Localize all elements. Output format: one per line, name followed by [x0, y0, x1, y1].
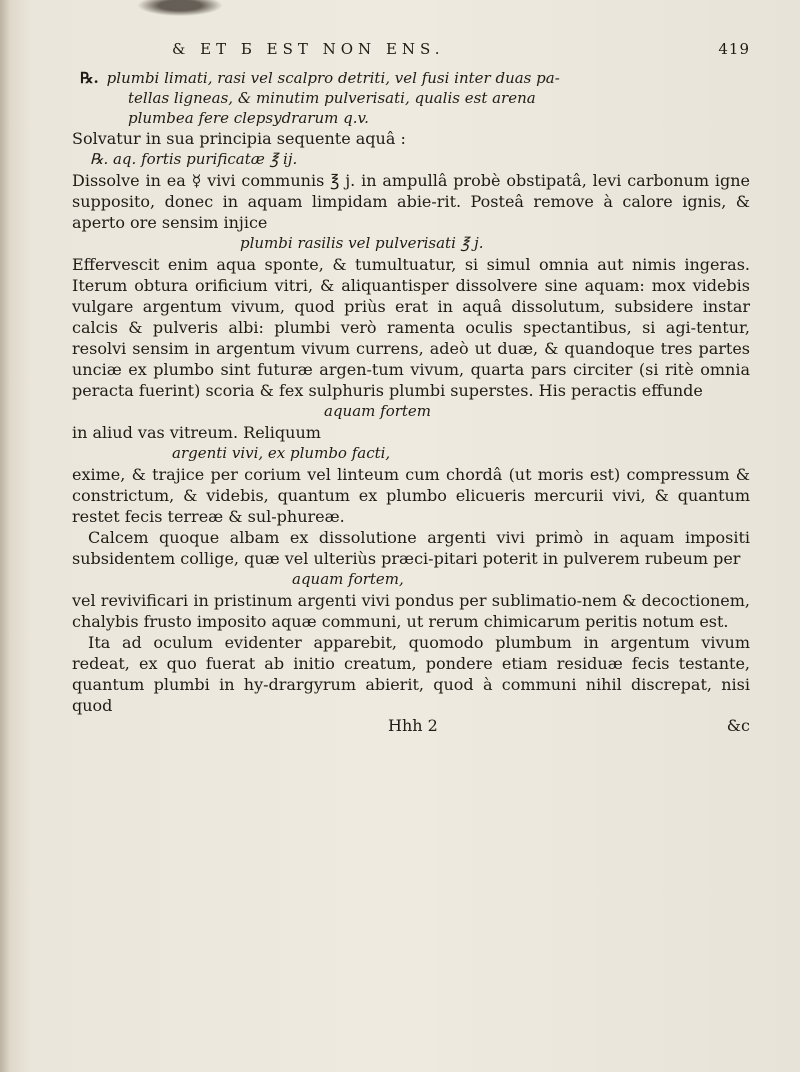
paragraph: Solvatur in sua principia sequente aquâ :	[72, 129, 406, 148]
recipe-line: tellas ligneas, & minutim pulverisati, qualis est arena	[128, 89, 536, 107]
paragraph: Calcem quoque albam ex dissolutione argenti vivi primò in aquam impositi subsidentem collige, quæ vel ulteriùs præci-pitari poterit in pulverem rubeum per	[72, 528, 750, 568]
paragraph: in aliud vas vitreum. Reliquum	[72, 423, 321, 442]
page-number: 419	[718, 40, 750, 58]
paragraph: Ita ad oculum evidenter apparebit, quomodo plumbum in argentum vivum redeat, ex quo fuerat ab initio creatum, pondere etiam residuæ fecis testante, quantum plumbi in hy-drargyrum abierit, quod à communi nihil discrepat, nisi quod	[72, 633, 750, 715]
gutter-shadow	[0, 0, 10, 1072]
paragraph: Dissolve in ea ☿ vivi communis ℥ j. in ampullâ probè obstipatâ, levi carbonum igne supposito, donec in aquam limpidam abie-rit. Posteâ remove à calore ignis, & aperto ore sensim injice	[72, 171, 750, 232]
paragraph: exime, & trajice per corium vel linteum cum chordâ (ut moris est) compressum & constrictum, & videbis, quantum ex plumbo elicueris mercurii vivi, & quantum restet fecis terreæ & sul-phureæ.	[72, 465, 750, 526]
page-footer	[72, 716, 750, 735]
recipe-ingredient: aquam fortem,	[292, 570, 404, 588]
decorative-ornament	[130, 0, 230, 18]
recipe-symbol: ℞.	[80, 69, 99, 87]
recipe-ingredient: argenti vivi, ex plumbo facti,	[172, 444, 391, 462]
recipe-ingredient: ℞. aq. fortis purificatæ ℥ ij.	[90, 150, 298, 168]
recipe-block	[72, 68, 750, 128]
recipe-ingredient: aquam fortem	[324, 402, 432, 420]
recipe-ingredient: plumbi rasilis vel pulverisati ℥ j.	[240, 234, 484, 252]
running-head	[172, 40, 750, 58]
recipe-line: plumbi limati, rasi vel scalpro detriti, vel fusi inter duas pa-	[106, 69, 560, 87]
recipe-line: plumbea fere clepsydrarum q.v.	[128, 109, 369, 127]
catchword: &c	[726, 716, 750, 735]
running-head-title: & ET Б EST NON ENS.	[172, 40, 445, 58]
paragraph: Effervescit enim aqua sponte, & tumultuatur, si simul omnia aut nimis ingeras. Iterum obtura orificium vitri, & aliquantisper dissolvere sine aquam: mox videbis vulgare argentum vivum, quod priùs erat in aquâ dissolutum, subsidere instar calcis & pulveris albi: plumbi verò ramenta oculis spectantibus, si agi-tentur, resolvi sensim in argentum vivum currens, adeò ut duæ, & quandoque tres partes unciæ ex plumbo sint futuræ argen-tum vivum, quarta pars circiter (si ritè omnia peracta fuerint) scoria & fex sulphuris plumbi superstes. His peractis effunde	[72, 255, 750, 400]
paragraph: vel revivificari in pristinum argenti vivi pondus per sublimatio-nem & decoctionem, chalybis frusto imposito aquæ communi, ut rerum chimicarum peritis notum est.	[72, 591, 750, 631]
signature-mark: Hhh 2	[388, 716, 438, 735]
